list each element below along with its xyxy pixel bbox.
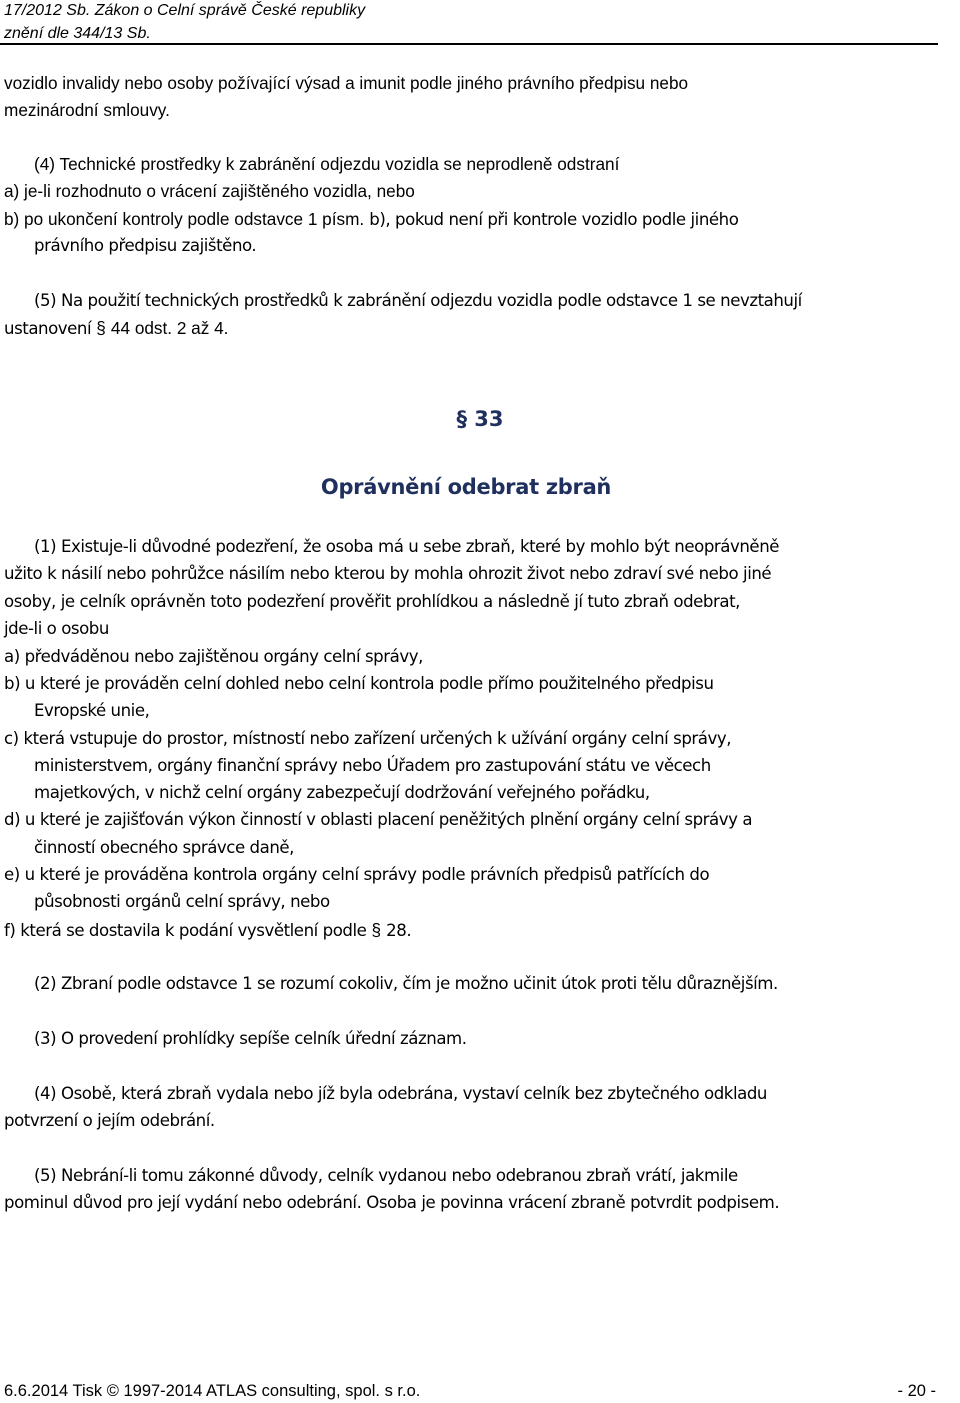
text-line: užito k násilí nebo pohrůžce násilím nebo kterou by mohla ohrozit život nebo zdraví své nebo jiné [4,564,772,583]
section-number: § 33 [456,407,504,431]
text-line: (1) Existuje-li důvodné podezření, že osoba má u sebe zbraň, které by mohlo být neoprávněně [34,537,780,556]
section-sign: § [96,318,106,338]
list-item-d: d) u které je zajišťován výkon činností v oblasti placení peněžitých plnění orgány celní správy a [4,810,753,829]
list-item-b-cont: Evropské unie, [34,701,150,720]
section-sign: § [371,920,382,940]
text-section-ref: 44 odst. 2 až 4. [110,318,229,338]
paragraph-4: (4) Osobě, která zbraň vydala nebo jíž byla odebrána, vystaví celník bez zbytečného odkladu [34,1084,767,1103]
text-line: vozidlo invalidy nebo osoby požívající výsad a imunit podle jiného právního předpisu nebo [4,73,689,93]
paragraph-3: (3) O provedení prohlídky sepíše celník úřední záznam. [34,1029,467,1048]
header-divider [0,43,938,45]
list-item-c-cont: majetkových, v nichž celní orgány zabezpečují dodržování veřejného pořádku, [34,783,650,802]
paragraph-5-cont [4,314,954,342]
list-item-c-cont: ministerstvem, orgány finanční správy nebo Úřadem pro zastupování státu ve věcech [34,756,711,775]
list-item-a: a) předváděnou nebo zajištěnou orgány celní správy, [4,647,423,666]
list-item-e-cont: působnosti orgánů celní správy, nebo [34,892,330,911]
text-ustanoveni: ustanovení [4,319,92,338]
text-line: osoby, je celník oprávněn toto podezření prověřit prohlídkou a následně jí tuto zbraň odebrat, [4,592,740,611]
list-item-b: b) u které je prováděn celní dohled nebo celní kontrola podle přímo použitelného předpisu [4,674,714,693]
paragraph-4-cont: potvrzení o jejím odebrání. [4,1111,215,1130]
list-item-c: c) která vstupuje do prostor, místností nebo zařízení určených k užívání orgány celní správy, [4,729,732,748]
list-item-d-cont: činností obecného správce daně, [34,838,294,857]
paragraph-4-intro: (4) Technické prostředky k zabránění odjezdu vozidla se neprodleně odstraní [34,154,620,174]
header-law-title: 17/2012 Sb. Zákon o Celní správě České republiky [4,2,366,19]
list-item-a: a) je-li rozhodnuto o vrácení zajištěného vozidla, nebo [4,181,415,201]
paragraph-5-line: (5) Na použití technických prostředků k zabránění odjezdu vozidla podle odstavce 1 se nevztahují [34,291,802,310]
list-item-b-cont: právního předpisu zajištěno. [34,236,257,255]
page-number: - 20 - [897,1382,936,1400]
text-line: jde-li o osobu [4,619,109,638]
list-item-f [4,916,954,944]
list-item-e: e) u které je prováděna kontrola orgány celní správy podle právních předpisů patřících do [4,865,710,884]
header-version: znění dle 344/13 Sb. [4,25,151,42]
paragraph-2: (2) Zbraní podle odstavce 1 se rozumí cokoliv, čím je možno učinit útok proti tělu důraznějším. [34,974,778,993]
list-item-b [4,205,954,233]
paragraph-5-cont: pominul důvod pro její vydání nebo odebrání. Osoba je povinna vrácení zbraně potvrdit podpisem. [4,1193,780,1212]
list-item-b-part2: b), pokud není při kontrole vozidlo podle jiného [369,210,739,229]
list-item-b-part1: b) po ukončení kontroly podle odstavce 1 písm. [4,209,365,229]
text-line: mezinárodní smlouvy. [4,100,170,120]
section-title: Oprávnění odebrat zbraň [320,475,612,499]
list-item-f-ref: 28. [386,921,412,940]
footer-print-info: 6.6.2014 Tisk © 1997-2014 ATLAS consulting, spol. s r.o. [4,1382,421,1400]
list-item-f-text: f) která se dostavila k podání vysvětlení podle [4,921,367,940]
paragraph-5: (5) Nebrání-li tomu zákonné důvody, celník vydanou nebo odebranou zbraň vrátí, jakmile [34,1166,738,1185]
